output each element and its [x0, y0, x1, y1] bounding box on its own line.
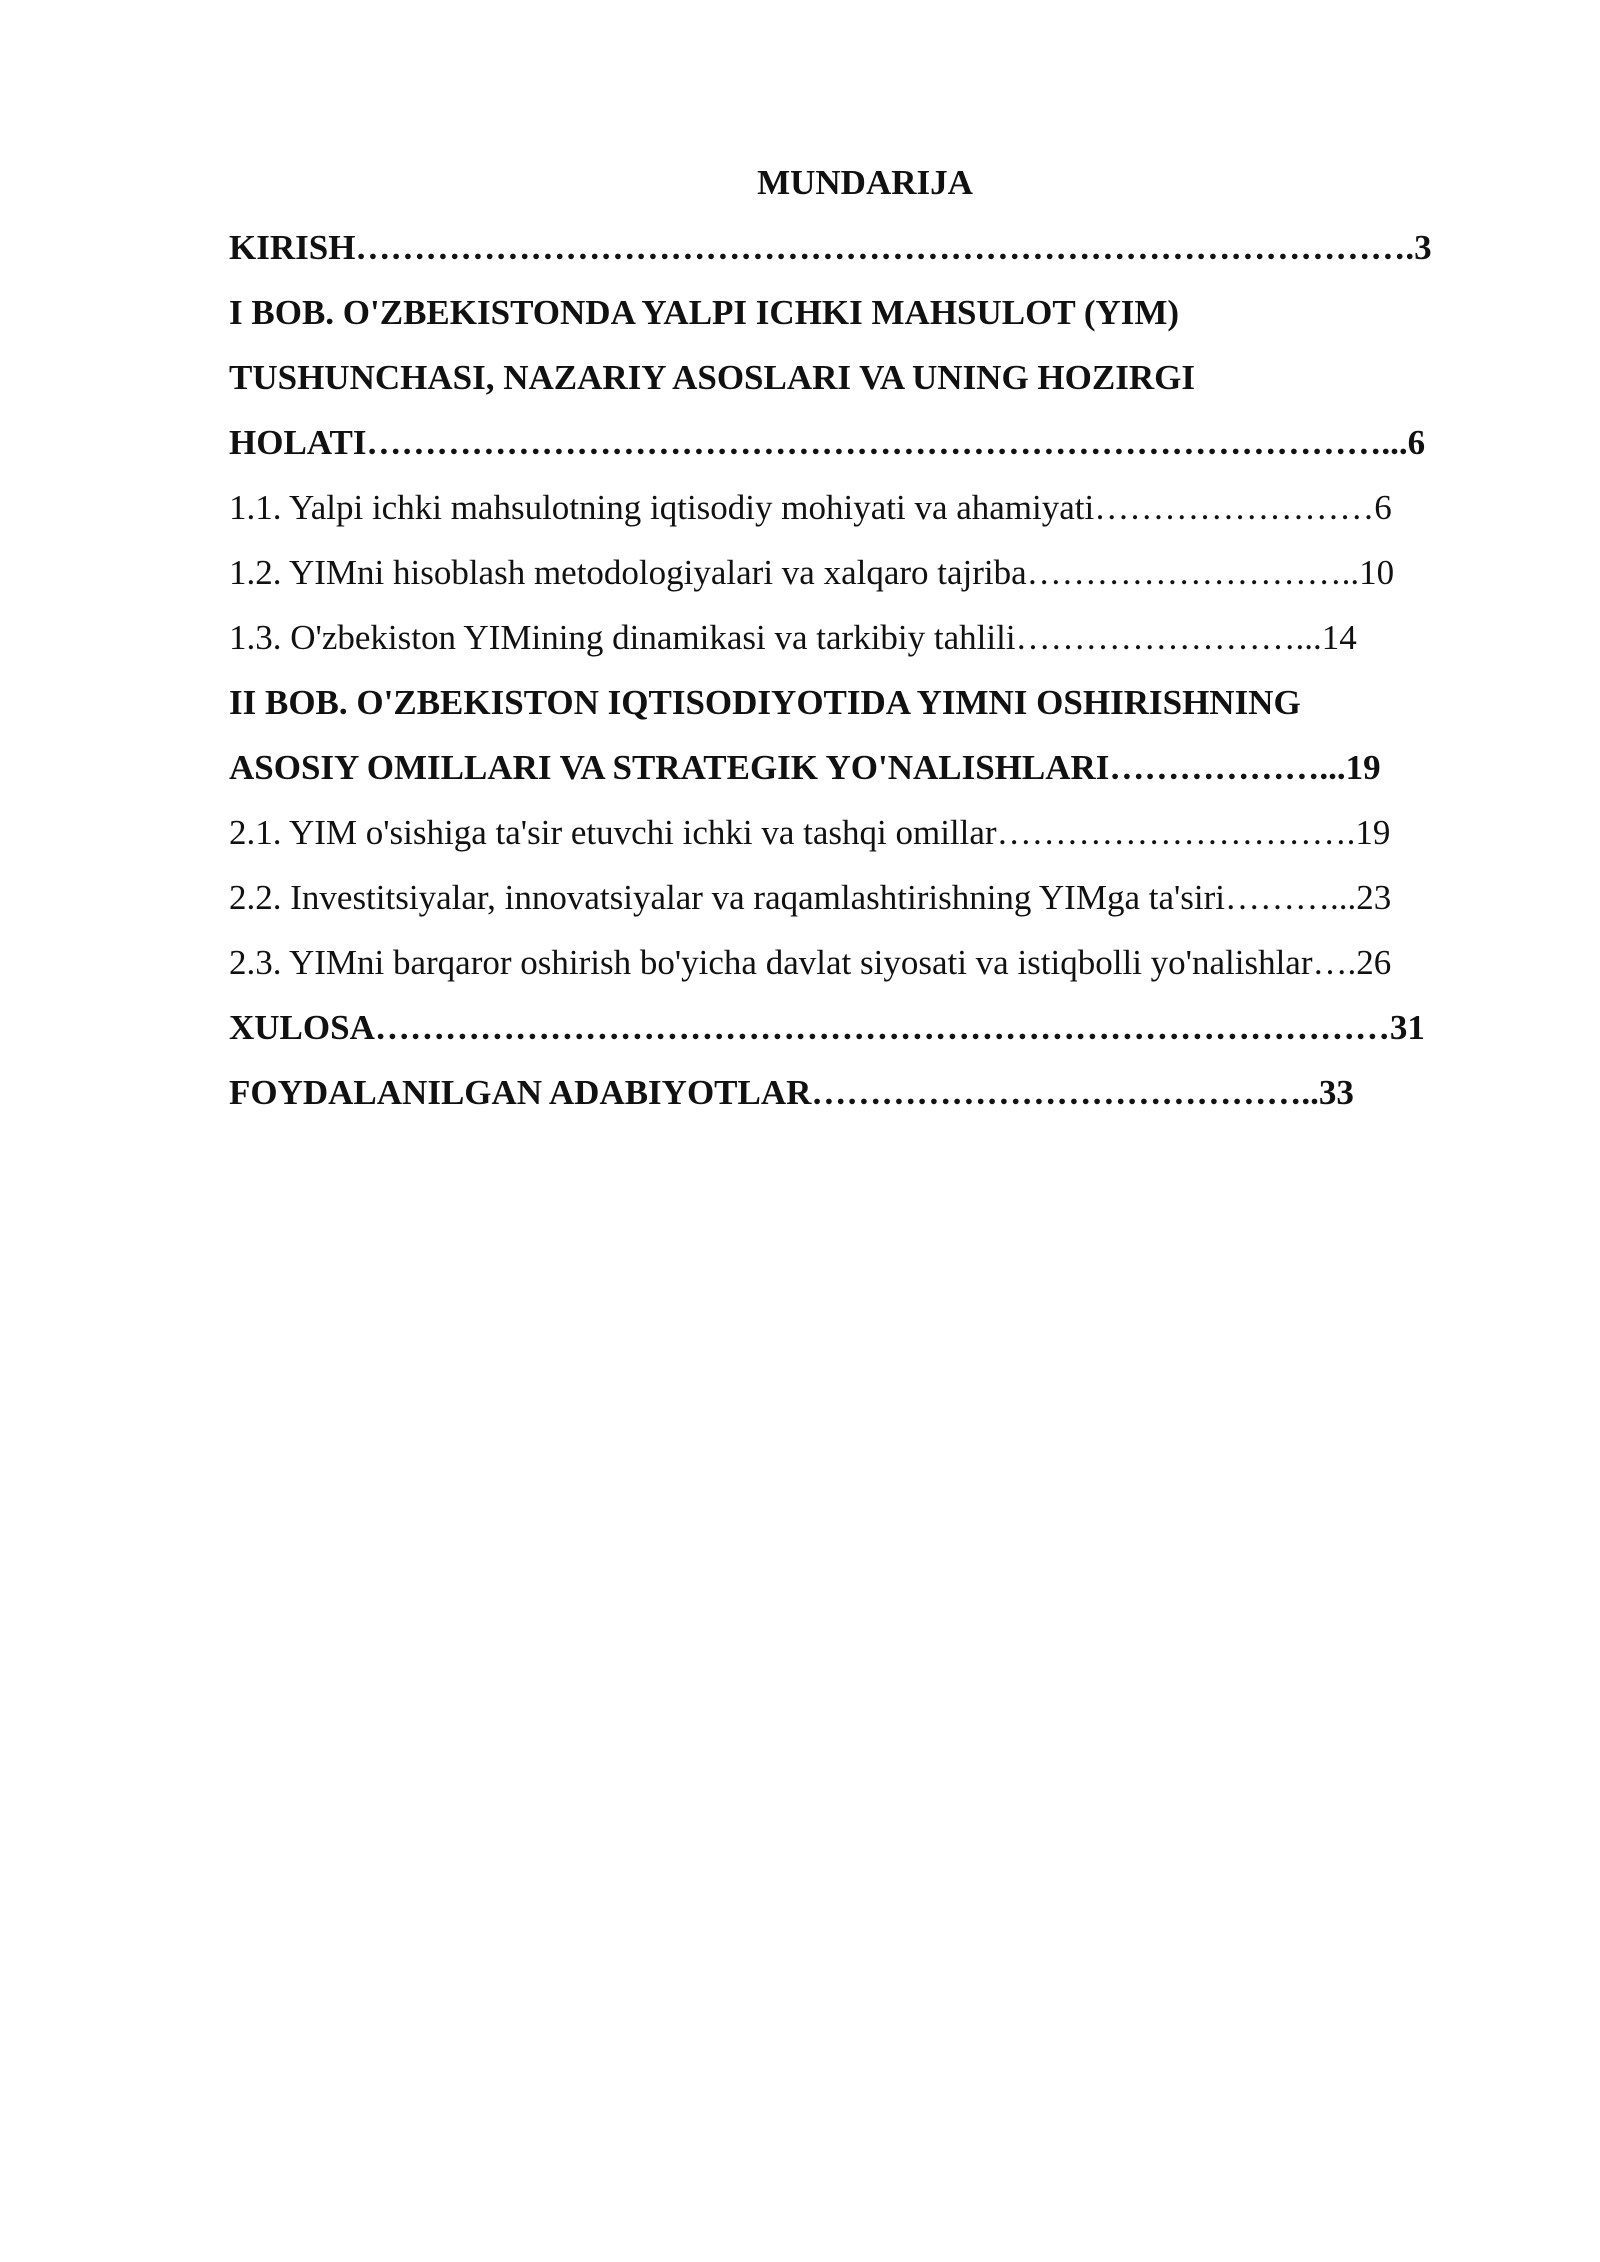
toc-entry-chapter-1-line-1: I BOB. O'ZBEKISTONDA YALPI ICHKI MAHSULOT (YIM): [229, 293, 1180, 332]
toc-entry-xulosa: XULOSA……………………………………………………………………………31: [229, 1008, 1425, 1047]
toc-entry-section-1-1: 1.1. Yalpi ichki mahsulotning iqtisodiy mohiyati va ahamiyati……………………6: [229, 488, 1392, 527]
toc-entry-chapter-1-line-2: TUSHUNCHASI, NAZARIY ASOSLARI VA UNING HOZIRGI: [229, 358, 1195, 397]
toc-entry-chapter-2-line-2: ASOSIY OMILLARI VA STRATEGIK YO'NALISHLARI………………...19: [229, 748, 1381, 787]
toc-entry-kirish: KIRISH……………………………………………………………………………….3: [229, 228, 1432, 267]
toc-entry-section-2-2: 2.2. Investitsiyalar, innovatsiyalar va raqamlashtirishning YIMga ta'siri………...23: [229, 878, 1392, 917]
toc-entry-adabiyotlar: FOYDALANILGAN ADABIYOTLAR……………………………………..33: [229, 1073, 1354, 1112]
toc-entry-section-1-2: 1.2. YIMni hisoblash metodologiyalari va xalqaro tajriba………………………..10: [229, 553, 1395, 592]
toc-entry-chapter-2-line-1: II BOB. O'ZBEKISTON IQTISODIYOTIDA YIMNI OSHIRISHNING: [229, 683, 1301, 722]
toc-entry-chapter-1-line-3: HOLATI……………………………………………………………………………...6: [229, 423, 1426, 462]
toc-entry-section-1-3: 1.3. O'zbekiston YIMining dinamikasi va tarkibiy tahlili……………………...14: [229, 618, 1357, 657]
toc-entry-section-2-3: 2.3. YIMni barqaror oshirish bo'yicha davlat siyosati va istiqbolli yo'nalishlar….26: [229, 943, 1392, 982]
table-of-contents: [229, 150, 1491, 1125]
toc-entry-section-2-1: 2.1. YIM o'sishiga ta'sir etuvchi ichki va tashqi omillar………………………….19: [229, 813, 1391, 852]
toc-title: MUNDARIJA: [757, 163, 973, 202]
